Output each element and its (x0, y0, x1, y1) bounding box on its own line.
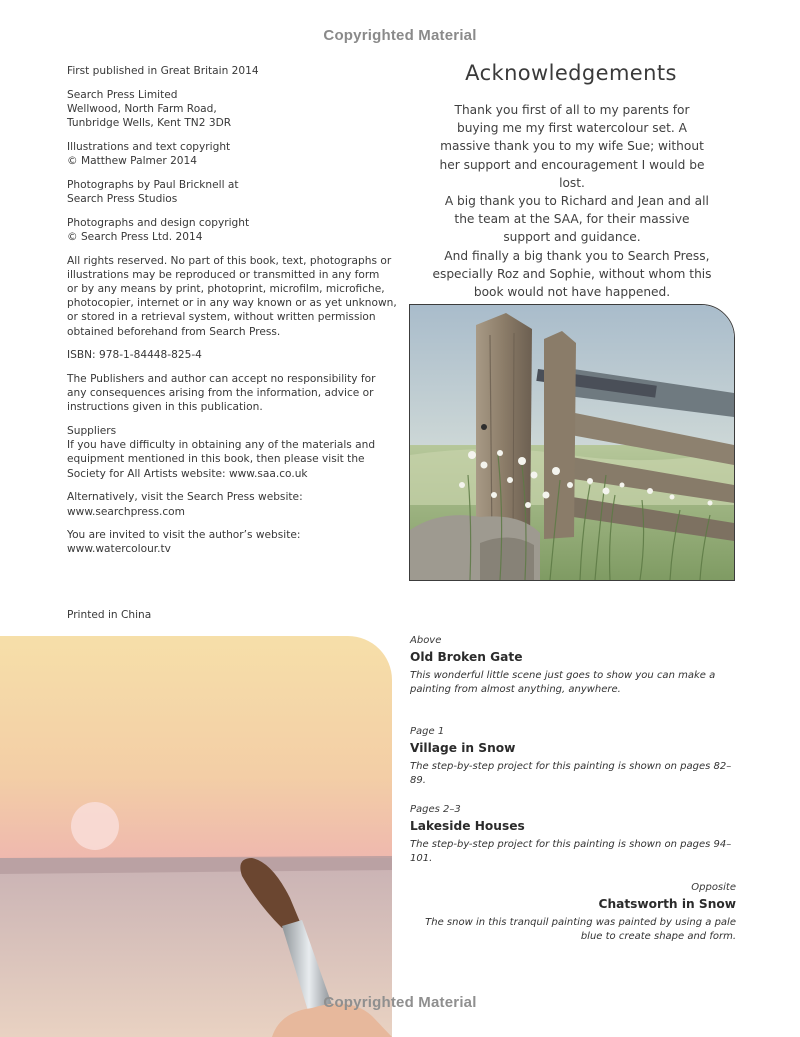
caption-title: Village in Snow (410, 741, 516, 755)
imprint-publisher-website: Alternatively, visit the Search Press website: www.searchpress.com (67, 491, 303, 518)
caption-description: This wonderful little scene just goes to show you can make a painting from almost anything, anywhere. (410, 670, 716, 695)
caption-description: The snow in this tranquil painting was painted by using a pale blue to create shape and form. (425, 917, 736, 942)
imprint-author-website: You are invited to visit the author’s website: www.watercolour.tv (67, 529, 301, 556)
caption-label: Above (410, 635, 442, 646)
imprint-isbn: ISBN: 978-1-84448-825-4 (67, 349, 202, 362)
caption-title: Chatsworth in Snow (598, 897, 736, 911)
sunset-painting-photo (0, 636, 392, 1037)
caption-old-broken-gate (410, 635, 736, 697)
caption-title: Lakeside Houses (410, 819, 525, 833)
caption-label: Opposite (691, 882, 736, 893)
acknowledgements-paragraph: And finally a big thank you to Search Press, especially Roz and Sophie, without whom this book would not have happened. (432, 248, 712, 300)
acknowledgements-paragraph: Thank you first of all to my parents for buying me my first watercolour set. A massive thank you to my wife Sue; without her support and encouragement I would be lost. (439, 103, 705, 190)
imprint-column (67, 64, 397, 566)
imprint-illustrations-copyright: Illustrations and text copyright © Matthew Palmer 2014 (67, 140, 231, 168)
printed-in-note: Printed in China (67, 609, 152, 621)
imprint-disclaimer: The Publishers and author can accept no responsibility for any consequences arising from the information, advice or instructions given in this publication. (67, 372, 376, 414)
imprint-suppliers: Suppliers If you have difficulty in obtaining any of the materials and equipment mentioned in this book, then please visit the Society for All Artists website: www.saa.co.uk (67, 425, 376, 480)
imprint-photographs-credit: Photographs by Paul Bricknell at Search Press Studios (67, 178, 239, 205)
acknowledgements-paragraph: A big thank you to Richard and Jean and all the team at the SAA, for their massive support and guidance. (444, 194, 709, 245)
acknowledgements-body (432, 101, 712, 301)
caption-chatsworth-in-snow (410, 882, 736, 944)
imprint-publisher-address: Search Press Limited Wellwood, North Farm Road, Tunbridge Wells, Kent TN2 3DR (67, 88, 232, 130)
caption-description: The step-by-step project for this painting is shown on pages 82–89. (410, 761, 732, 786)
sunset-painting-illustration (0, 636, 392, 1037)
imprint-rights-reserved: All rights reserved. No part of this book, text, photographs or illustrations may be reproduced or transmitted in any form or by any means by print, photoprint, microfilm, microfiche, photocopier, internet or in any way known or as yet unknown, or stored in a retrieval system, without written permission obtained beforehand from Search Press. (67, 254, 397, 338)
caption-label: Page 1 (410, 726, 445, 737)
watermark-bottom: Copyrighted Material (323, 994, 477, 1011)
caption-lakeside-houses (410, 804, 736, 866)
caption-village-in-snow (410, 726, 736, 788)
caption-title: Old Broken Gate (410, 650, 523, 664)
acknowledgements-title: Acknowledgements (465, 61, 677, 85)
watermark-top: Copyrighted Material (323, 27, 477, 44)
caption-label: Pages 2–3 (410, 804, 461, 815)
imprint-first-published: First published in Great Britain 2014 (67, 65, 259, 77)
gate-painting (409, 304, 735, 581)
caption-description: The step-by-step project for this painting is shown on pages 94–101. (410, 839, 732, 864)
gate-painting-illustration (410, 305, 734, 580)
imprint-design-copyright: Photographs and design copyright © Search Press Ltd. 2014 (67, 216, 250, 243)
